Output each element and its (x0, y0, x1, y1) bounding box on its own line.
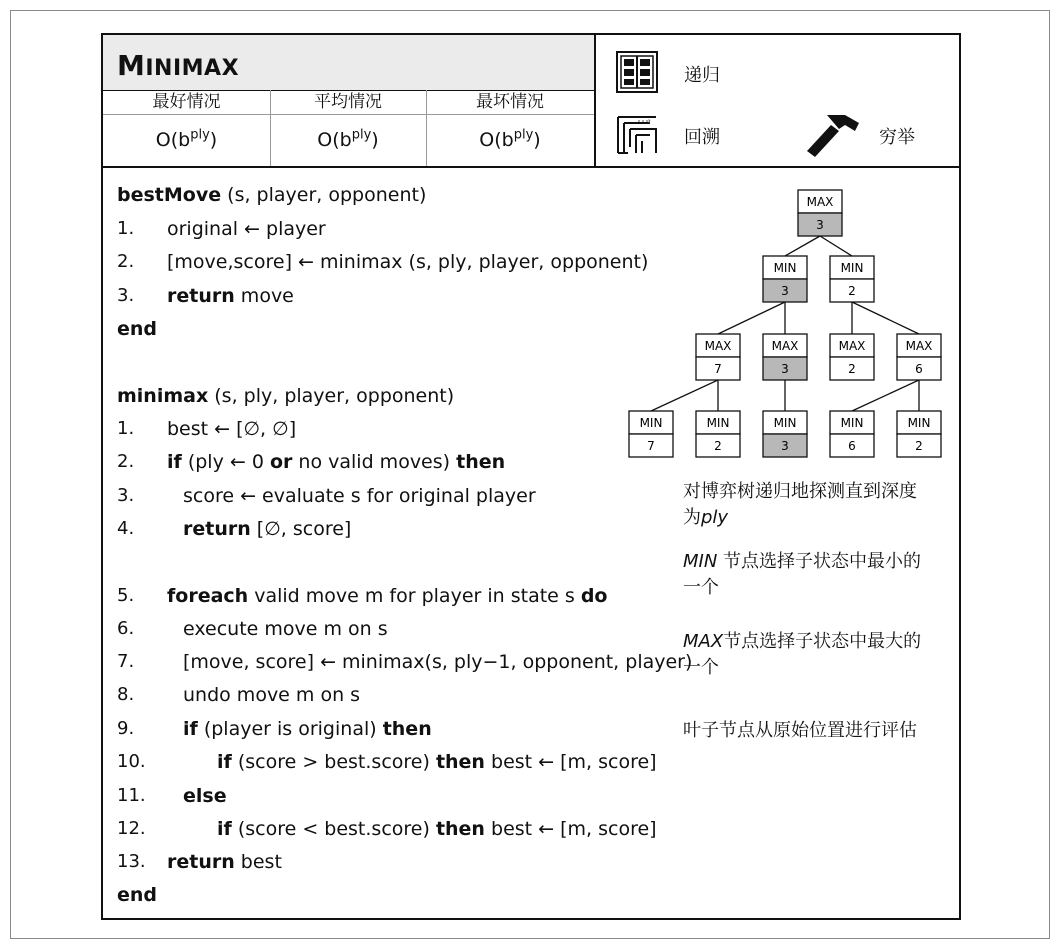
worst-case-value: $O(b^{ply})$ (479, 127, 541, 151)
hammer-icon (805, 109, 863, 159)
tree-node-max (897, 334, 941, 380)
game-tree-diagram (623, 185, 953, 465)
tree-node-min (830, 411, 874, 457)
backtracking-label: 回溯 (684, 127, 720, 148)
bestmove-line: return move (167, 285, 294, 307)
line-number: 4. (117, 518, 135, 539)
node-value: 3 (781, 439, 789, 453)
algorithm-title: MINIMAX (117, 49, 240, 82)
tree-node-max (696, 334, 740, 380)
node-value: 7 (647, 439, 655, 453)
worst-case-label: 最坏情况 (476, 92, 544, 112)
tree-node-min (629, 411, 673, 457)
minimax-line: [move, score] ← minimax(s, ply−1, opponent, player) (183, 651, 693, 673)
line-number: 8. (117, 684, 135, 705)
minimax-line: if (player is original) then (183, 718, 432, 740)
tree-edge (785, 236, 820, 256)
bestmove-line: [move,score] ← minimax (s, ply, player, opponent) (167, 251, 649, 273)
note-text: 叶子节点从原始位置进行评估 (683, 720, 917, 741)
line-number: 1. (117, 418, 135, 439)
node-type-label: MIN (773, 416, 797, 430)
node-value: 7 (714, 362, 722, 376)
backtracking-maze-icon (616, 111, 660, 155)
tree-node-min (897, 411, 941, 457)
tree-node-min (830, 256, 874, 302)
tree-node-min (763, 411, 807, 457)
line-number: 13. (117, 851, 146, 872)
tree-node-min (696, 411, 740, 457)
algorithm-box (101, 33, 961, 920)
minimax-line: foreach valid move m for player in state s do (167, 585, 608, 607)
minimax-line: if (score > best.score) then best ← [m, score] (217, 751, 657, 773)
node-value: 3 (816, 218, 824, 232)
brute-force-label: 穷举 (879, 127, 915, 148)
tree-node-min (763, 256, 807, 302)
tree-edge (820, 236, 852, 256)
average-case-value: $O(b^{ply})$ (317, 127, 379, 151)
line-number: 10. (117, 751, 146, 772)
node-value: 2 (848, 284, 856, 298)
node-type-label: MAX (704, 339, 732, 353)
recursion-label: 递归 (684, 65, 720, 86)
tree-edge (852, 380, 919, 411)
tree-edge (852, 302, 919, 334)
bestmove-end: end (117, 318, 158, 340)
minimax-line: execute move m on s (183, 618, 388, 640)
node-type-label: MIN (706, 416, 730, 430)
minimax-line: best ← [∅, ∅] (167, 418, 297, 440)
node-value: 3 (781, 284, 789, 298)
best-case-label: 最好情况 (152, 92, 221, 112)
minimax-line: if (ply ← 0 or no valid moves) then (167, 451, 506, 473)
tree-node-max (798, 190, 842, 236)
node-type-label: MIN (773, 261, 797, 275)
line-number: 9. (117, 718, 135, 739)
line-number: 1. (117, 218, 135, 239)
tree-edge (718, 302, 785, 334)
node-value: 2 (848, 362, 856, 376)
node-type-label: MAX (838, 339, 866, 353)
line-number: 3. (117, 285, 135, 306)
line-number: 11. (117, 785, 146, 806)
line-number: 3. (117, 485, 135, 506)
minimax-line: return [∅, score] (183, 518, 352, 540)
node-value: 6 (848, 439, 856, 453)
minimax-end: end (117, 884, 158, 906)
minimax-line: undo move m on s (183, 684, 361, 706)
node-type-label: MIN (907, 416, 931, 430)
bestmove-line: original ← player (167, 218, 326, 240)
note-text: MAX节点选择子状态中最大的一个 (683, 631, 922, 678)
best-case-value: $O(b^{ply})$ (155, 127, 218, 151)
node-type-label: MIN (639, 416, 663, 430)
title-bar (103, 35, 594, 90)
node-type-label: MAX (806, 195, 834, 209)
node-type-label: MIN (840, 261, 864, 275)
line-number: 7. (117, 651, 135, 672)
node-type-label: MAX (905, 339, 933, 353)
note-text: MIN 节点选择子状态中最小的一个 (683, 551, 922, 598)
minimax-signature: minimax (s, ply, player, opponent) (117, 385, 455, 407)
node-value: 6 (915, 362, 923, 376)
tree-node-max (763, 334, 807, 380)
line-number: 6. (117, 618, 135, 639)
note-text: 对博弈树递归地探测直到深度为ply (683, 481, 917, 528)
node-value: 3 (781, 362, 789, 376)
line-number: 2. (117, 451, 135, 472)
line-number: 12. (117, 818, 146, 839)
recursion-grid-icon (616, 51, 658, 93)
tree-edge (651, 380, 718, 411)
node-value: 2 (915, 439, 923, 453)
minimax-line: else (183, 785, 227, 807)
bestmove-signature: bestMove (s, player, opponent) (117, 184, 427, 206)
average-case-label: 平均情况 (314, 92, 382, 112)
tree-node-max (830, 334, 874, 380)
minimax-line: return best (167, 851, 282, 873)
minimax-line: score ← evaluate s for original player (183, 485, 536, 507)
line-number: 5. (117, 585, 135, 606)
minimax-line: if (score < best.score) then best ← [m, score] (217, 818, 657, 840)
node-type-label: MAX (771, 339, 799, 353)
node-type-label: MIN (840, 416, 864, 430)
line-number: 2. (117, 251, 135, 272)
node-value: 2 (714, 439, 722, 453)
